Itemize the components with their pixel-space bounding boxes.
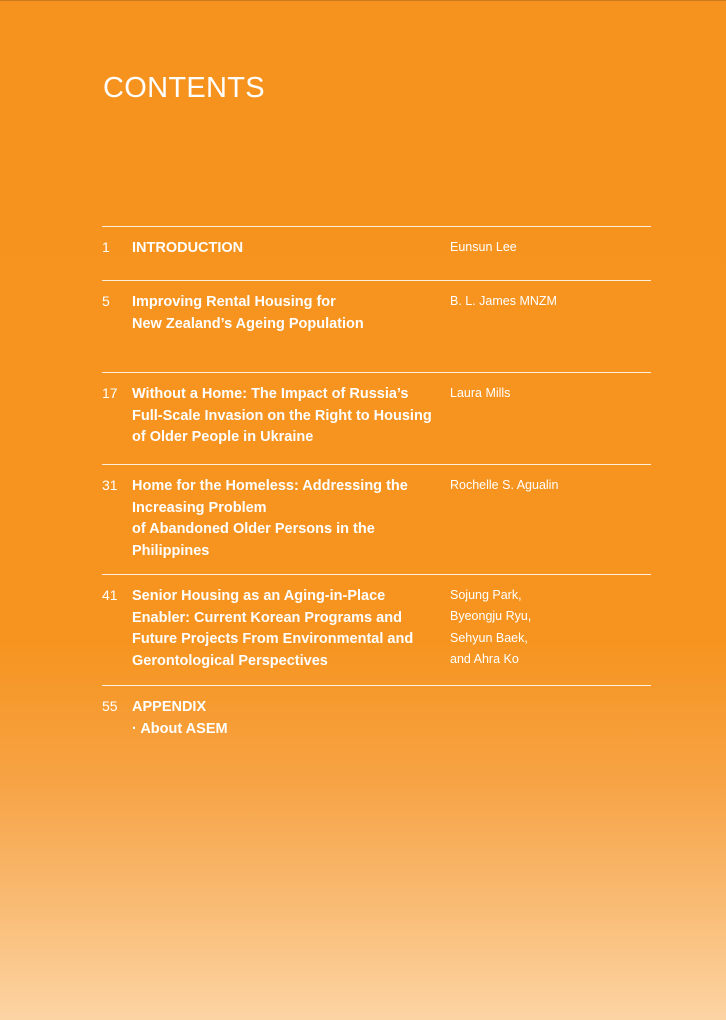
toc-entry-title[interactable] (132, 384, 437, 449)
toc-title-line: Gerontological Perspectives (132, 653, 328, 670)
toc-page-number: 41 (102, 587, 118, 603)
toc-title-line: APPENDIX (132, 699, 207, 715)
toc-title-line: New Zealand’s Ageing Population (132, 315, 364, 332)
toc-entry-appendix[interactable] (102, 685, 651, 746)
toc-title-line: Increasing Problem (132, 499, 267, 516)
toc-title-line: of Older People in Ukraine (132, 429, 314, 446)
toc-author-line: Sehyun Baek, (450, 630, 528, 645)
toc-entry-title[interactable] (132, 476, 437, 563)
toc-title-line: of Abandoned Older Persons in the (132, 521, 375, 538)
toc-entry-ukraine[interactable] (102, 372, 651, 464)
toc-author-line: and Ahra Ko (450, 651, 519, 666)
toc-title-line: Without a Home: The Impact of Russia’s (132, 386, 409, 402)
toc-author-line: Byeongju Ryu, (450, 609, 532, 624)
toc-entry-author (450, 585, 650, 670)
toc-entry-title[interactable] (132, 586, 437, 673)
toc-author-line: Eunsun Lee (450, 240, 517, 254)
toc-title-line: Future Projects From Environmental and (132, 631, 414, 648)
toc-title-line: Full-Scale Invasion on the Right to Housing (132, 407, 432, 424)
toc-page-number: 17 (102, 385, 118, 401)
toc-page-number: 5 (102, 293, 110, 309)
toc-entry-introduction[interactable] (102, 226, 651, 280)
toc-page-number: 31 (102, 477, 118, 493)
toc-author-line: Rochelle S. Agualin (450, 478, 559, 492)
toc-title-line: Improving Rental Housing for (132, 294, 336, 310)
toc-author-line: Laura Mills (450, 386, 511, 400)
toc-title-line: Enabler: Current Korean Programs and (132, 609, 402, 626)
toc-entry-author (450, 237, 650, 258)
toc-title-line: Senior Housing as an Aging-in-Place (132, 588, 386, 604)
toc-entry-author (450, 383, 650, 404)
toc-page-number: 55 (102, 698, 118, 714)
toc-title-line: Philippines (132, 543, 210, 560)
toc-title-line: INTRODUCTION (132, 240, 244, 256)
toc-author-line: B. L. James MNZM (450, 294, 557, 308)
toc-entry-title[interactable] (132, 238, 437, 260)
toc-entry-author (450, 291, 650, 312)
toc-entry-title[interactable] (132, 292, 437, 335)
toc-entry-philippines[interactable] (102, 464, 651, 574)
toc-page-number: 1 (102, 239, 110, 255)
toc-entry-rental-housing[interactable] (102, 280, 651, 372)
page-top-edge (0, 0, 726, 1)
toc-entry-title[interactable] (132, 697, 437, 740)
table-of-contents (102, 226, 651, 746)
toc-title-line: Home for the Homeless: Addressing the (132, 478, 408, 494)
toc-author-line: Sojung Park, (450, 588, 522, 602)
toc-entry-korean-senior-housing[interactable] (102, 574, 651, 685)
toc-entry-author (450, 475, 650, 496)
toc-title-line: · About ASEM (132, 720, 228, 737)
page-title: CONTENTS (103, 72, 265, 104)
